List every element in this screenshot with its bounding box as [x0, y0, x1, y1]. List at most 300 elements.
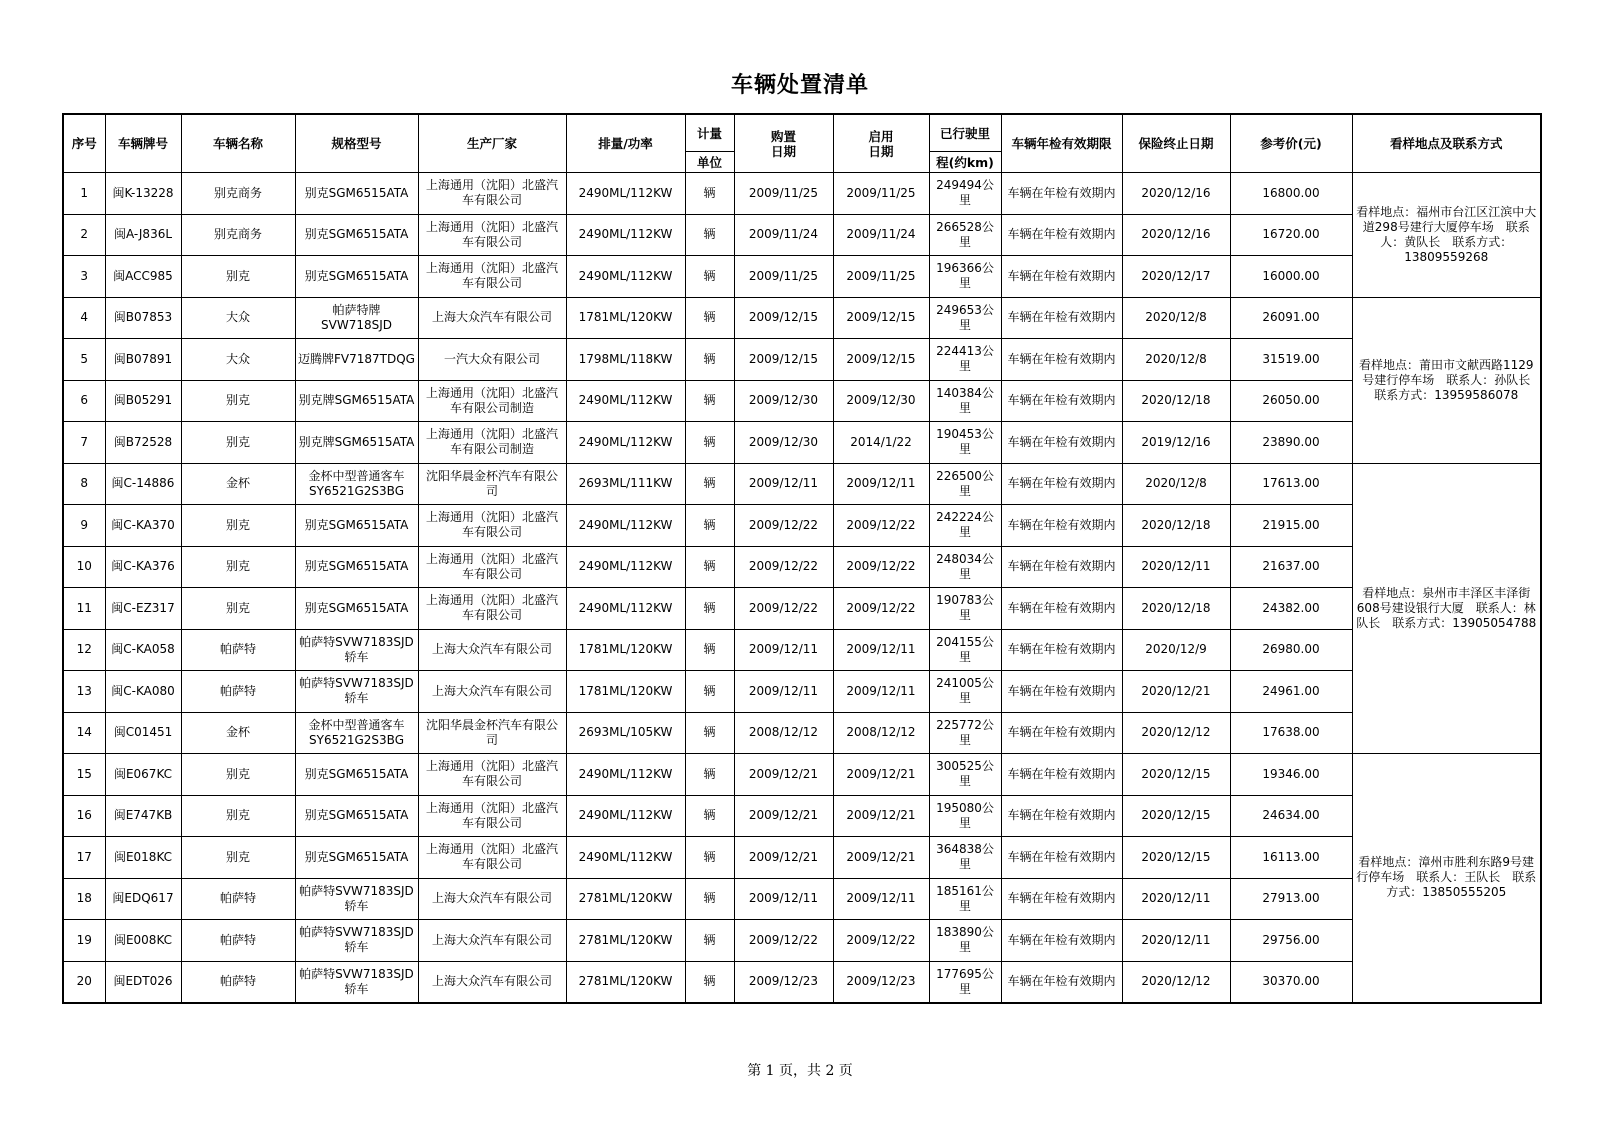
- cell-plate: 闽C-KA058: [105, 629, 181, 671]
- cell-engine: 1781ML/120KW: [566, 629, 685, 671]
- cell-insurance-date: 2020/12/12: [1122, 961, 1230, 1003]
- cell-price: 24634.00: [1230, 795, 1352, 837]
- cell-model: 迈腾牌FV7187TDQG: [295, 339, 418, 381]
- cell-inspection: 车辆在年检有效期内: [1001, 173, 1122, 215]
- cell-purchase-date: 2008/12/12: [734, 712, 833, 754]
- cell-price: 21637.00: [1230, 546, 1352, 588]
- header-purchase-date: [734, 114, 833, 173]
- cell-maker: 上海大众汽车有限公司: [418, 629, 566, 671]
- table-row: [63, 754, 1541, 796]
- cell-seq: 2: [63, 214, 105, 256]
- cell-model: 帕萨特SVW7183SJD轿车: [295, 920, 418, 962]
- cell-insurance-date: 2020/12/8: [1122, 463, 1230, 505]
- cell-maker: 上海大众汽车有限公司: [418, 297, 566, 339]
- table-row: [63, 588, 1541, 630]
- header-seq: 序号: [63, 114, 105, 173]
- cell-mileage: 226500公里: [929, 463, 1001, 505]
- cell-inspection: 车辆在年检有效期内: [1001, 380, 1122, 422]
- cell-mileage: 225772公里: [929, 712, 1001, 754]
- cell-engine: 2490ML/112KW: [566, 214, 685, 256]
- cell-maker: 上海通用（沈阳）北盛汽车有限公司: [418, 837, 566, 879]
- cell-start-date: 2014/1/22: [833, 422, 929, 464]
- cell-model: 别克牌SGM6515ATA: [295, 422, 418, 464]
- cell-insurance-date: 2020/12/21: [1122, 671, 1230, 713]
- cell-purchase-date: 2009/12/11: [734, 629, 833, 671]
- cell-engine: 2490ML/112KW: [566, 422, 685, 464]
- cell-vehicle-name: 帕萨特: [181, 629, 295, 671]
- cell-plate: 闽K-13228: [105, 173, 181, 215]
- cell-engine: 2490ML/112KW: [566, 505, 685, 547]
- cell-mileage: 196366公里: [929, 256, 1001, 298]
- cell-mileage: 204155公里: [929, 629, 1001, 671]
- cell-vehicle-name: 别克: [181, 505, 295, 547]
- cell-unit: 辆: [685, 712, 734, 754]
- table-row: [63, 380, 1541, 422]
- vehicle-disposal-table: [62, 113, 1542, 1004]
- cell-seq: 16: [63, 795, 105, 837]
- header-model: 规格型号: [295, 114, 418, 173]
- cell-model: 金杯中型普通客车SY6521G2S3BG: [295, 712, 418, 754]
- cell-plate: 闽B05291: [105, 380, 181, 422]
- cell-unit: 辆: [685, 256, 734, 298]
- cell-seq: 17: [63, 837, 105, 879]
- cell-start-date: 2009/12/21: [833, 795, 929, 837]
- cell-plate: 闽ACC985: [105, 256, 181, 298]
- cell-plate: 闽A-J836L: [105, 214, 181, 256]
- cell-maker: 上海大众汽车有限公司: [418, 878, 566, 920]
- header-plate: 车辆牌号: [105, 114, 181, 173]
- table-row: [63, 256, 1541, 298]
- cell-purchase-date: 2009/12/22: [734, 505, 833, 547]
- cell-inspection: 车辆在年检有效期内: [1001, 588, 1122, 630]
- cell-insurance-date: 2019/12/16: [1122, 422, 1230, 464]
- cell-mileage: 364838公里: [929, 837, 1001, 879]
- cell-vehicle-name: 别克商务: [181, 214, 295, 256]
- cell-price: 26050.00: [1230, 380, 1352, 422]
- cell-purchase-date: 2009/12/21: [734, 837, 833, 879]
- cell-seq: 19: [63, 920, 105, 962]
- cell-price: 24961.00: [1230, 671, 1352, 713]
- cell-seq: 13: [63, 671, 105, 713]
- table-row: [63, 629, 1541, 671]
- cell-engine: 2781ML/120KW: [566, 961, 685, 1003]
- header-purchase-text: 购置 日期: [770, 128, 796, 159]
- header-contact: 看样地点及联系方式: [1352, 114, 1541, 173]
- cell-start-date: 2009/12/11: [833, 463, 929, 505]
- cell-unit: 辆: [685, 422, 734, 464]
- cell-mileage: 249653公里: [929, 297, 1001, 339]
- cell-model: 别克SGM6515ATA: [295, 837, 418, 879]
- cell-price: 16000.00: [1230, 256, 1352, 298]
- cell-unit: 辆: [685, 380, 734, 422]
- table-row: [63, 837, 1541, 879]
- cell-maker: 上海大众汽车有限公司: [418, 920, 566, 962]
- cell-engine: 2490ML/112KW: [566, 173, 685, 215]
- cell-engine: 1781ML/120KW: [566, 671, 685, 713]
- cell-unit: 辆: [685, 463, 734, 505]
- cell-plate: 闽C01451: [105, 712, 181, 754]
- cell-insurance-date: 2020/12/18: [1122, 505, 1230, 547]
- cell-model: 别克SGM6515ATA: [295, 795, 418, 837]
- cell-contact: 看样地点：泉州市丰泽区丰泽街608号建设银行大厦 联系人：林队长 联系方式：13905054788: [1352, 463, 1541, 754]
- cell-mileage: 190453公里: [929, 422, 1001, 464]
- cell-inspection: 车辆在年检有效期内: [1001, 256, 1122, 298]
- cell-seq: 5: [63, 339, 105, 381]
- cell-purchase-date: 2009/12/21: [734, 795, 833, 837]
- cell-maker: 上海通用（沈阳）北盛汽车有限公司: [418, 795, 566, 837]
- cell-purchase-date: 2009/12/11: [734, 671, 833, 713]
- header-name: 车辆名称: [181, 114, 295, 173]
- cell-inspection: 车辆在年检有效期内: [1001, 422, 1122, 464]
- cell-purchase-date: 2009/12/15: [734, 297, 833, 339]
- cell-purchase-date: 2009/12/23: [734, 961, 833, 1003]
- cell-maker: 一汽大众有限公司: [418, 339, 566, 381]
- cell-plate: 闽C-KA080: [105, 671, 181, 713]
- cell-inspection: 车辆在年检有效期内: [1001, 671, 1122, 713]
- cell-seq: 11: [63, 588, 105, 630]
- cell-mileage: 195080公里: [929, 795, 1001, 837]
- cell-plate: 闽B07853: [105, 297, 181, 339]
- cell-start-date: 2009/11/25: [833, 256, 929, 298]
- cell-vehicle-name: 别克: [181, 754, 295, 796]
- cell-unit: 辆: [685, 920, 734, 962]
- cell-unit: 辆: [685, 671, 734, 713]
- cell-unit: 辆: [685, 546, 734, 588]
- cell-purchase-date: 2009/11/24: [734, 214, 833, 256]
- table-row: [63, 712, 1541, 754]
- cell-insurance-date: 2020/12/11: [1122, 878, 1230, 920]
- cell-unit: 辆: [685, 214, 734, 256]
- cell-insurance-date: 2020/12/15: [1122, 795, 1230, 837]
- cell-purchase-date: 2009/11/25: [734, 256, 833, 298]
- cell-model: 帕萨特SVW7183SJD轿车: [295, 961, 418, 1003]
- cell-engine: 2490ML/112KW: [566, 795, 685, 837]
- header-mileage-top: 已行驶里: [929, 114, 1001, 152]
- header-insurance: 保险终止日期: [1122, 114, 1230, 173]
- cell-start-date: 2009/11/24: [833, 214, 929, 256]
- cell-model: 别克SGM6515ATA: [295, 546, 418, 588]
- cell-vehicle-name: 别克: [181, 837, 295, 879]
- cell-vehicle-name: 别克: [181, 588, 295, 630]
- cell-seq: 7: [63, 422, 105, 464]
- cell-model: 别克SGM6515ATA: [295, 214, 418, 256]
- cell-price: 26091.00: [1230, 297, 1352, 339]
- cell-mileage: 242224公里: [929, 505, 1001, 547]
- cell-model: 别克SGM6515ATA: [295, 173, 418, 215]
- cell-maker: 上海通用（沈阳）北盛汽车有限公司: [418, 256, 566, 298]
- cell-unit: 辆: [685, 297, 734, 339]
- cell-price: 21915.00: [1230, 505, 1352, 547]
- cell-plate: 闽E008KC: [105, 920, 181, 962]
- cell-price: 27913.00: [1230, 878, 1352, 920]
- cell-start-date: 2009/12/22: [833, 588, 929, 630]
- cell-price: 16113.00: [1230, 837, 1352, 879]
- cell-maker: 上海通用（沈阳）北盛汽车有限公司: [418, 505, 566, 547]
- table-row: [63, 961, 1541, 1003]
- cell-seq: 6: [63, 380, 105, 422]
- cell-start-date: 2009/12/21: [833, 754, 929, 796]
- cell-start-date: 2009/12/22: [833, 505, 929, 547]
- cell-mileage: 177695公里: [929, 961, 1001, 1003]
- cell-inspection: 车辆在年检有效期内: [1001, 546, 1122, 588]
- cell-inspection: 车辆在年检有效期内: [1001, 629, 1122, 671]
- cell-start-date: 2009/12/30: [833, 380, 929, 422]
- cell-purchase-date: 2009/12/21: [734, 754, 833, 796]
- cell-start-date: 2008/12/12: [833, 712, 929, 754]
- cell-model: 别克SGM6515ATA: [295, 588, 418, 630]
- cell-start-date: 2009/12/21: [833, 837, 929, 879]
- cell-plate: 闽C-KA376: [105, 546, 181, 588]
- header-start-text: 启用 日期: [868, 128, 894, 159]
- cell-plate: 闽B07891: [105, 339, 181, 381]
- table-row: [63, 920, 1541, 962]
- cell-seq: 1: [63, 173, 105, 215]
- header-maker: 生产厂家: [418, 114, 566, 173]
- cell-mileage: 183890公里: [929, 920, 1001, 962]
- cell-contact: 看样地点：漳州市胜利东路9号建行停车场 联系人：王队长 联系方式：13850555205: [1352, 754, 1541, 1003]
- cell-inspection: 车辆在年检有效期内: [1001, 505, 1122, 547]
- cell-maker: 上海通用（沈阳）北盛汽车有限公司制造: [418, 422, 566, 464]
- cell-purchase-date: 2009/12/22: [734, 588, 833, 630]
- cell-unit: 辆: [685, 629, 734, 671]
- cell-contact: 看样地点：福州市台江区江滨中大道298号建行大厦停车场 联系人：黄队长 联系方式：13809559268: [1352, 173, 1541, 298]
- cell-inspection: 车辆在年检有效期内: [1001, 463, 1122, 505]
- cell-price: 30370.00: [1230, 961, 1352, 1003]
- cell-seq: 12: [63, 629, 105, 671]
- cell-plate: 闽EDT026: [105, 961, 181, 1003]
- cell-plate: 闽E747KB: [105, 795, 181, 837]
- cell-start-date: 2009/12/22: [833, 920, 929, 962]
- cell-plate: 闽B72528: [105, 422, 181, 464]
- cell-engine: 2781ML/120KW: [566, 920, 685, 962]
- cell-vehicle-name: 帕萨特: [181, 920, 295, 962]
- cell-purchase-date: 2009/12/11: [734, 463, 833, 505]
- table-row: [63, 878, 1541, 920]
- cell-seq: 18: [63, 878, 105, 920]
- cell-engine: 2490ML/112KW: [566, 546, 685, 588]
- cell-price: 16720.00: [1230, 214, 1352, 256]
- cell-price: 26980.00: [1230, 629, 1352, 671]
- cell-purchase-date: 2009/11/25: [734, 173, 833, 215]
- cell-purchase-date: 2009/12/30: [734, 380, 833, 422]
- cell-vehicle-name: 大众: [181, 297, 295, 339]
- cell-purchase-date: 2009/12/22: [734, 546, 833, 588]
- cell-model: 别克牌SGM6515ATA: [295, 380, 418, 422]
- cell-maker: 沈阳华晨金杯汽车有限公司: [418, 712, 566, 754]
- cell-maker: 上海通用（沈阳）北盛汽车有限公司制造: [418, 380, 566, 422]
- cell-mileage: 266528公里: [929, 214, 1001, 256]
- cell-mileage: 300525公里: [929, 754, 1001, 796]
- cell-maker: 上海通用（沈阳）北盛汽车有限公司: [418, 214, 566, 256]
- cell-start-date: 2009/12/11: [833, 671, 929, 713]
- page-title: 车辆处置清单: [730, 73, 869, 98]
- cell-inspection: 车辆在年检有效期内: [1001, 297, 1122, 339]
- cell-vehicle-name: 别克: [181, 546, 295, 588]
- cell-price: 31519.00: [1230, 339, 1352, 381]
- cell-unit: 辆: [685, 588, 734, 630]
- cell-vehicle-name: 别克: [181, 380, 295, 422]
- cell-model: 金杯中型普通客车SY6521G2S3BG: [295, 463, 418, 505]
- cell-seq: 4: [63, 297, 105, 339]
- cell-seq: 8: [63, 463, 105, 505]
- cell-insurance-date: 2020/12/12: [1122, 712, 1230, 754]
- cell-contact: 看样地点：莆田市文献西路1129号建行停车场 联系人：孙队长 联系方式：13959586078: [1352, 297, 1541, 463]
- cell-inspection: 车辆在年检有效期内: [1001, 754, 1122, 796]
- cell-unit: 辆: [685, 837, 734, 879]
- cell-engine: 2490ML/112KW: [566, 754, 685, 796]
- cell-price: 29756.00: [1230, 920, 1352, 962]
- cell-start-date: 2009/11/25: [833, 173, 929, 215]
- cell-seq: 9: [63, 505, 105, 547]
- cell-seq: 10: [63, 546, 105, 588]
- cell-mileage: 185161公里: [929, 878, 1001, 920]
- table-row: [63, 671, 1541, 713]
- cell-engine: 2693ML/111KW: [566, 463, 685, 505]
- cell-maker: 沈阳华晨金杯汽车有限公司: [418, 463, 566, 505]
- cell-vehicle-name: 金杯: [181, 712, 295, 754]
- cell-insurance-date: 2020/12/11: [1122, 920, 1230, 962]
- cell-maker: 上海大众汽车有限公司: [418, 961, 566, 1003]
- cell-model: 帕萨特SVW7183SJD轿车: [295, 671, 418, 713]
- cell-unit: 辆: [685, 173, 734, 215]
- cell-inspection: 车辆在年检有效期内: [1001, 837, 1122, 879]
- cell-price: 17638.00: [1230, 712, 1352, 754]
- cell-plate: 闽E018KC: [105, 837, 181, 879]
- cell-mileage: 249494公里: [929, 173, 1001, 215]
- cell-inspection: 车辆在年检有效期内: [1001, 339, 1122, 381]
- cell-mileage: 248034公里: [929, 546, 1001, 588]
- cell-vehicle-name: 帕萨特: [181, 878, 295, 920]
- cell-model: 帕萨特牌SVW718SJD: [295, 297, 418, 339]
- cell-insurance-date: 2020/12/8: [1122, 339, 1230, 381]
- cell-unit: 辆: [685, 795, 734, 837]
- cell-vehicle-name: 金杯: [181, 463, 295, 505]
- header-unit-bottom: 单位: [685, 152, 734, 173]
- cell-unit: 辆: [685, 505, 734, 547]
- cell-insurance-date: 2020/12/15: [1122, 837, 1230, 879]
- cell-seq: 3: [63, 256, 105, 298]
- cell-insurance-date: 2020/12/18: [1122, 588, 1230, 630]
- cell-model: 帕萨特SVW7183SJD轿车: [295, 629, 418, 671]
- cell-vehicle-name: 大众: [181, 339, 295, 381]
- cell-price: 24382.00: [1230, 588, 1352, 630]
- cell-insurance-date: 2020/12/8: [1122, 297, 1230, 339]
- cell-mileage: 224413公里: [929, 339, 1001, 381]
- cell-vehicle-name: 别克: [181, 795, 295, 837]
- cell-engine: 2490ML/112KW: [566, 256, 685, 298]
- cell-insurance-date: 2020/12/18: [1122, 380, 1230, 422]
- cell-insurance-date: 2020/12/9: [1122, 629, 1230, 671]
- cell-start-date: 2009/12/23: [833, 961, 929, 1003]
- table-row: [63, 339, 1541, 381]
- cell-price: 16800.00: [1230, 173, 1352, 215]
- cell-maker: 上海通用（沈阳）北盛汽车有限公司: [418, 588, 566, 630]
- cell-maker: 上海通用（沈阳）北盛汽车有限公司: [418, 754, 566, 796]
- cell-plate: 闽C-14886: [105, 463, 181, 505]
- header-unit-top: 计量: [685, 114, 734, 152]
- cell-insurance-date: 2020/12/11: [1122, 546, 1230, 588]
- cell-engine: 2490ML/112KW: [566, 588, 685, 630]
- cell-vehicle-name: 别克: [181, 422, 295, 464]
- cell-mileage: 190783公里: [929, 588, 1001, 630]
- cell-plate: 闽C-EZ317: [105, 588, 181, 630]
- cell-model: 别克SGM6515ATA: [295, 256, 418, 298]
- cell-seq: 15: [63, 754, 105, 796]
- table-row: [63, 214, 1541, 256]
- cell-vehicle-name: 帕萨特: [181, 961, 295, 1003]
- table-row: [63, 173, 1541, 215]
- cell-purchase-date: 2009/12/22: [734, 920, 833, 962]
- cell-vehicle-name: 别克: [181, 256, 295, 298]
- header-mileage-bottom: 程(约km): [929, 152, 1001, 173]
- table-row: [63, 505, 1541, 547]
- cell-maker: 上海通用（沈阳）北盛汽车有限公司: [418, 546, 566, 588]
- cell-mileage: 140384公里: [929, 380, 1001, 422]
- cell-seq: 14: [63, 712, 105, 754]
- cell-mileage: 241005公里: [929, 671, 1001, 713]
- header-price: 参考价(元): [1230, 114, 1352, 173]
- cell-inspection: 车辆在年检有效期内: [1001, 878, 1122, 920]
- cell-unit: 辆: [685, 961, 734, 1003]
- cell-price: 19346.00: [1230, 754, 1352, 796]
- cell-seq: 20: [63, 961, 105, 1003]
- cell-inspection: 车辆在年检有效期内: [1001, 961, 1122, 1003]
- cell-plate: 闽C-KA370: [105, 505, 181, 547]
- cell-unit: 辆: [685, 339, 734, 381]
- cell-insurance-date: 2020/12/16: [1122, 173, 1230, 215]
- table-row: [63, 297, 1541, 339]
- cell-engine: 2490ML/112KW: [566, 380, 685, 422]
- cell-start-date: 2009/12/11: [833, 878, 929, 920]
- table-row: [63, 463, 1541, 505]
- cell-vehicle-name: 帕萨特: [181, 671, 295, 713]
- page-footer: 第 1 页，共 2 页: [747, 1063, 853, 1079]
- table-row: [63, 422, 1541, 464]
- cell-start-date: 2009/12/15: [833, 297, 929, 339]
- cell-maker: 上海大众汽车有限公司: [418, 671, 566, 713]
- cell-start-date: 2009/12/15: [833, 339, 929, 381]
- cell-model: 帕萨特SVW7183SJD轿车: [295, 878, 418, 920]
- cell-start-date: 2009/12/22: [833, 546, 929, 588]
- cell-engine: 2693ML/105KW: [566, 712, 685, 754]
- cell-engine: 2490ML/112KW: [566, 837, 685, 879]
- cell-inspection: 车辆在年检有效期内: [1001, 712, 1122, 754]
- cell-purchase-date: 2009/12/15: [734, 339, 833, 381]
- cell-purchase-date: 2009/12/11: [734, 878, 833, 920]
- cell-insurance-date: 2020/12/17: [1122, 256, 1230, 298]
- header-start-date: [833, 114, 929, 173]
- cell-purchase-date: 2009/12/30: [734, 422, 833, 464]
- cell-inspection: 车辆在年检有效期内: [1001, 920, 1122, 962]
- cell-plate: 闽E067KC: [105, 754, 181, 796]
- cell-unit: 辆: [685, 878, 734, 920]
- cell-engine: 1781ML/120KW: [566, 297, 685, 339]
- table-body: [63, 173, 1541, 1003]
- cell-model: 别克SGM6515ATA: [295, 754, 418, 796]
- table-row: [63, 546, 1541, 588]
- cell-inspection: 车辆在年检有效期内: [1001, 795, 1122, 837]
- cell-inspection: 车辆在年检有效期内: [1001, 214, 1122, 256]
- cell-insurance-date: 2020/12/15: [1122, 754, 1230, 796]
- cell-price: 17613.00: [1230, 463, 1352, 505]
- cell-plate: 闽EDQ617: [105, 878, 181, 920]
- table-row: [63, 795, 1541, 837]
- cell-price: 23890.00: [1230, 422, 1352, 464]
- cell-model: 别克SGM6515ATA: [295, 505, 418, 547]
- cell-engine: 1798ML/118KW: [566, 339, 685, 381]
- cell-vehicle-name: 别克商务: [181, 173, 295, 215]
- header-engine: 排量/功率: [566, 114, 685, 173]
